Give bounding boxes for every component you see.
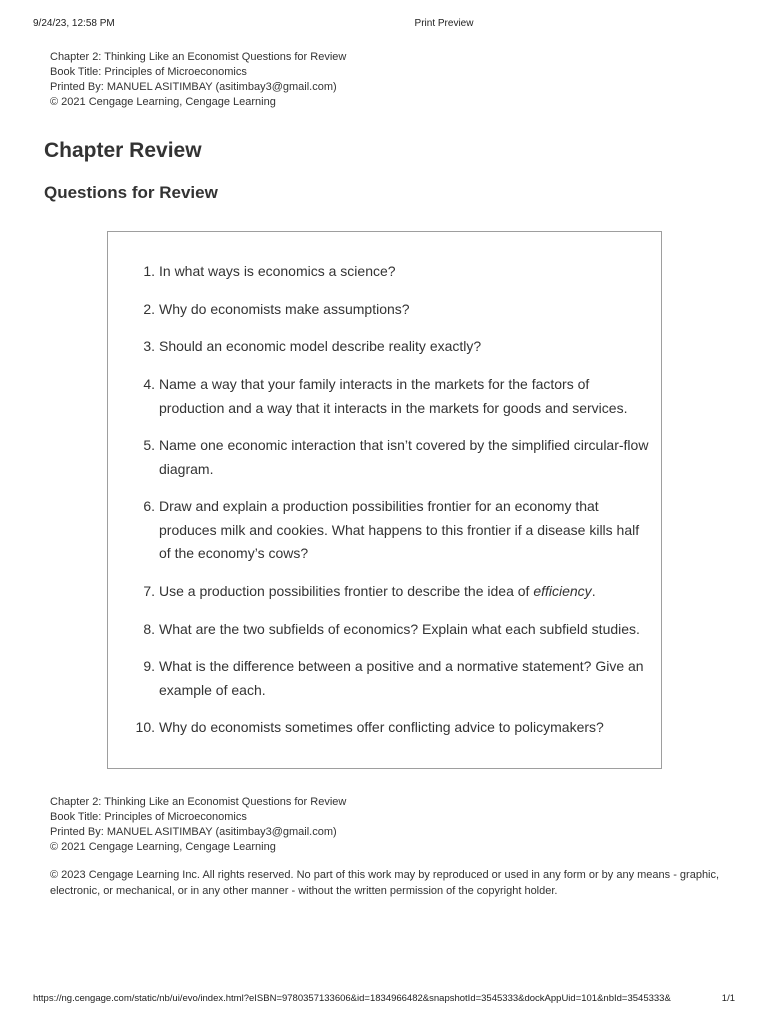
question-number: 2. [143, 301, 155, 317]
efficiency-term: efficiency [533, 583, 592, 599]
print-header-datetime: 9/24/23, 12:58 PM [33, 18, 115, 29]
question-text: What are the two subfields of economics? Explain what each subfield studies. [159, 621, 640, 637]
question-number: 10. [135, 719, 155, 735]
question-text: Name a way that your family interacts in the markets for the factors of production and a way that it interacts in the markets for goods and services. [159, 376, 628, 416]
question-number: 3. [143, 338, 155, 354]
citation-printed-by: Printed By: MANUEL ASITIMBAY (asitimbay3@gmail.com) [50, 826, 337, 838]
citation-book-title: Book Title: Principles of Microeconomics [50, 66, 247, 78]
question-number: 6. [143, 498, 155, 514]
question-number: 1. [143, 263, 155, 279]
copyright-notice: © 2023 Cengage Learning Inc. All rights reserved. No part of this work may by reproduced or used in any form or by any means - graphic, electronic, or mechanical, or in any other manner - without the written permission of the copyright holder. [50, 869, 720, 897]
question-number: 5. [143, 437, 155, 453]
question-text [159, 580, 654, 604]
question-number: 8. [143, 621, 155, 637]
question-text: What is the difference between a positive and a normative statement? Give an example of each. [159, 658, 644, 698]
citation-bottom [50, 795, 346, 855]
citation-chapter: Chapter 2: Thinking Like an Economist Questions for Review [50, 796, 347, 808]
citation-chapter: Chapter 2: Thinking Like an Economist Questions for Review [50, 51, 347, 63]
print-footer-page-number: 1/1 [721, 993, 735, 1004]
question-text: Should an economic model describe reality exactly? [159, 338, 482, 354]
question-text: Why do economists sometimes offer conflicting advice to policymakers? [159, 719, 604, 735]
question-text: Name one economic interaction that isn’t covered by the simplified circular-flow diagram. [159, 437, 649, 477]
question-text: Why do economists make assumptions? [159, 301, 410, 317]
question-text-before: Use a production possibilities frontier to describe the idea of [159, 583, 534, 599]
question-number: 4. [143, 376, 155, 392]
question-number: 9. [143, 658, 155, 674]
questions-for-review-heading: Questions for Review [44, 183, 218, 202]
question-text: In what ways is economics a science? [159, 263, 396, 279]
question-text-after: . [591, 583, 596, 599]
question-number: 7. [143, 583, 155, 599]
citation-book-title: Book Title: Principles of Microeconomics [50, 811, 247, 823]
citation-copyright: © 2021 Cengage Learning, Cengage Learning [50, 841, 276, 853]
questions-box [107, 231, 662, 769]
question-text: Draw and explain a production possibilities frontier for an economy that produces milk and cookies. What happens to this frontier if a disease kills half of the economy’s cows? [159, 498, 640, 561]
print-header-title: Print Preview [414, 18, 474, 29]
chapter-review-heading: Chapter Review [44, 139, 202, 162]
citation-printed-by: Printed By: MANUEL ASITIMBAY (asitimbay3@gmail.com) [50, 81, 337, 93]
citation-copyright: © 2021 Cengage Learning, Cengage Learning [50, 96, 276, 108]
print-footer-url: https://ng.cengage.com/static/nb/ui/evo/index.html?eISBN=9780357133606&id=1834966482&snapshotId=3545333&dockAppUid=101&nbId=3545333& [33, 993, 671, 1004]
citation-top [50, 50, 346, 110]
